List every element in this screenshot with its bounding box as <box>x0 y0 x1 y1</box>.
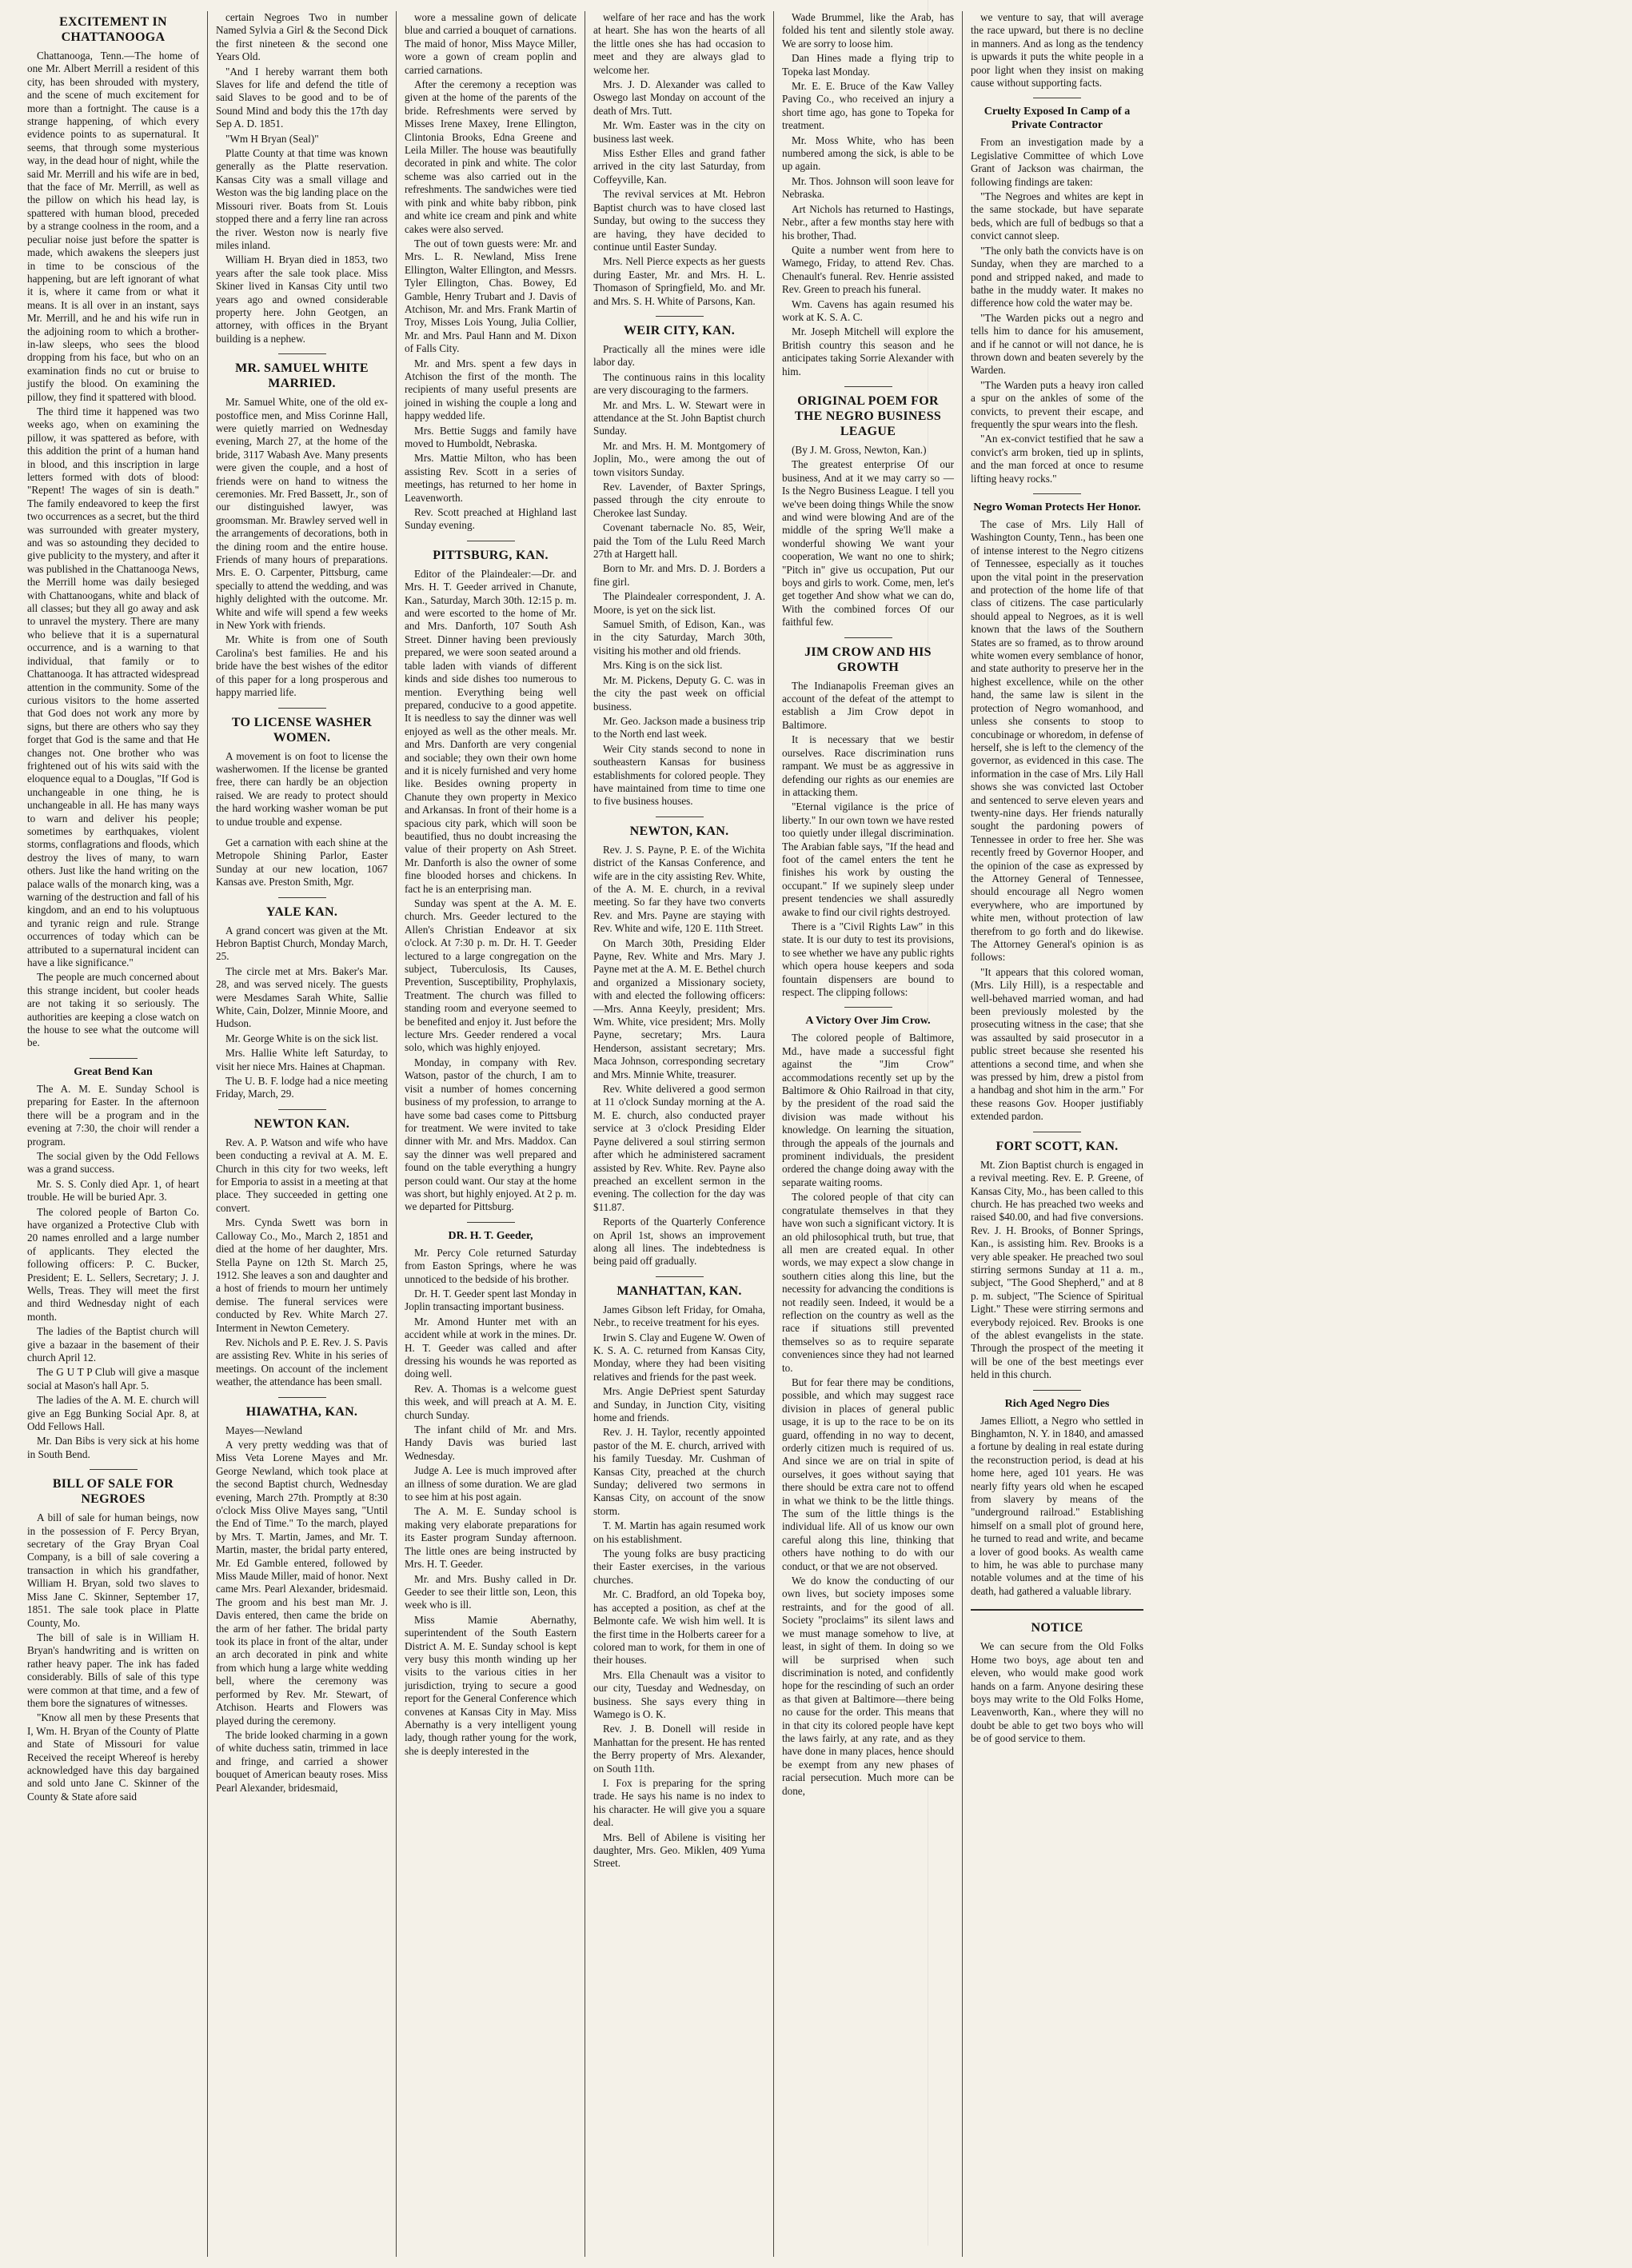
article-paragraph: Editor of the Plaindealer:—Dr. and Mrs. H. T. Geeder arrived in Chanute, Kan., Saturday, March 30th. 12:15 p. m. and were escorted to the home of Mr. and Mrs. Danforth, 107 South Ash Street. Dinner having been previously prepared, we were soon seated around a table laden with viands of different kinds and side dishes too numerous to mention. Everything being well prepared, conducive to a good appetite. It is needless to say the dinner was well enjoyed as well as the other meals. Mr. and Mrs. Danforth are very congenial and sociable; they own their own home and it is nicely furnished and very home like. Besides owning property in Chanute they own property in Mexico and Arkansas. In front of their home is a spacious city park, which will soon be beautified, thus no doubt increasing the value of their property on Ash Street. Mr. Danforth is also the owner of some fine blooded horses and chickens. In fact he is an enterprising man. <box>405 567 577 895</box>
article-paragraph: Rev. White delivered a good sermon at 11 o'clock Sunday morning at the A. M. E. church, also conducted prayer service at 3 o'clock Presiding Elder Payne delivered a soul stirring sermon after which he administered sacrament assisted by Rev. White. Rev. Payne also preached an excellent sermon in the evening. The collection for the day was $11.87. <box>593 1083 765 1213</box>
article-paragraph: We do know the conducting of our own lives, but society imposes some restraints, and for the good of all. Society "proclaims" its silent laws and we must manage somehow to live, at least, in sight of them. In doing so we will be surprised when such discrimination is noted, and confidently hope for the rescinding of such an order as that given at Baltimore—there being no cause for the order. This means that in that city its colored people have kept the laws fairly, at any rate, and as they have done in many places, hence should be exempt from any new phases of racial persecution. Much more can be done, <box>782 1575 954 1797</box>
article-paragraph: Wm. Cavens has again resumed his work at K. S. A. C. <box>782 297 954 323</box>
article-paragraph: Rev. J. B. Donell will reside in Manhattan for the present. He has rented the Berry property of Mrs. Alexander, on South 11th. <box>593 1723 765 1775</box>
article-paragraph: Weir City stands second to none in southeastern Kansas for business establishments for colored people. They have maintained from time to time one to five business houses. <box>593 742 765 808</box>
article-paragraph: Mr. Joseph Mitchell will explore the British country this season and he anticipates taking Sorrie Alexander with him. <box>782 325 954 377</box>
article-paragraph: Rev. Lavender, of Baxter Springs, passed through the city enroute to Cherokee last Sunday. <box>593 481 765 519</box>
article-paragraph: James Gibson left Friday, for Omaha, Nebr., to receive treatment for his eyes. <box>593 1303 765 1329</box>
article-divider <box>1033 1390 1081 1391</box>
article-headline: PITTSBURG, KAN. <box>433 548 549 562</box>
article-paragraph: The G U T P Club will give a masque social at Mason's hall Apr. 5. <box>27 1366 199 1392</box>
article-paragraph: A movement is on foot to license the washerwomen. If the license be granted free, there can hardly be an objection raised. We are ready to protect should the hard working washer woman be put to undue trouble and expense. <box>216 749 388 828</box>
article <box>216 11 388 345</box>
article-divider <box>844 1007 892 1008</box>
article-paragraph: The social given by the Odd Fellows was a grand success. <box>27 1149 199 1176</box>
article-paragraph: The case of Mrs. Lily Hall of Washington County, Tenn., has been one of intense interest to the Negro citizens of Tennessee, especially as it touches upon the vital point in the preservation and protection of the home life of that class of citizens. The case particularly should appeal to Negroes, as it is well known that the laws of the Southern States are so framed, as to throw around white women every semblance of honor, and state authority to preserve her in the highest excellence, while on the other hand, the same law is silent in the protection of Negro womanhood, and unless she consents to stoop to concubinage or whoredom, in defense of herself, she is left to the clemency of the governor, as evidenced in this case. The information in the case of Mrs. Lily Hall shows she was convicted last October and sentenced to serve eleven years and twenty-nine days. Her friends naturally sought the pardoning powers of Tennessee in order to free her. She was recently freed by Governor Hooper, and the opinion of the case as expressed by the Attorney General of Tennessee, should encourage all Negro women everywhere, who are importuned by white men, without protection of law therefrom to go forth and do likewise. The Attorney General's opinion is as follows: <box>971 518 1143 964</box>
article-paragraph: Mr. and Mrs. L. W. Stewart were in attendance at the St. John Baptist church Sunday. <box>593 398 765 437</box>
article-paragraph: Dr. H. T. Geeder spent last Monday in Joplin transacting important business. <box>405 1287 577 1313</box>
article-paragraph: Get a carnation with each shine at the Metropole Shining Parlor, Easter Sunday at our new location, 1067 Kansas ave. Preston Smith, Mgr. <box>216 836 388 888</box>
article <box>593 824 765 1268</box>
article-paragraph: Mrs. King is on the sick list. <box>603 659 723 672</box>
article-paragraph: Mr. Dan Bibs is very sick at his home in South Bend. <box>27 1435 199 1460</box>
article <box>216 1116 388 1389</box>
article-paragraph: Irwin S. Clay and Eugene W. Owen of K. S. A. C. returned from Kansas City, Monday, where they had been visiting relatives and friends for the past week. <box>593 1331 765 1383</box>
article <box>27 1065 199 1461</box>
article-paragraph: "Know all men by these Presents that I, Wm. H. Bryan of the County of Platte and State of Missouri for value Received the receipt Whereof is hereby acknowledged have this day bargained and sold unto Jane C. Skinner of the County & State afore said <box>27 1711 199 1803</box>
article-headline: Cruelty Exposed In Camp of a Private Contractor <box>984 106 1131 132</box>
article-paragraph: "The Warden puts a heavy iron called a spur on the ankles of some of the convicts, to prevent their escape, and frequently the spur wears into the flesh. <box>971 378 1143 430</box>
article-divider <box>90 1469 138 1470</box>
article-paragraph: The A. M. E. Sunday School is preparing for Easter. In the afternoon there will be a program and in the evening at 7:30, the choir will render a program. <box>27 1082 199 1148</box>
article-divider <box>656 316 704 317</box>
article <box>405 1229 577 1758</box>
article-paragraph: Reports of the Quarterly Conference on April 1st, shows an improvement along all lines. The indebtedness is being paid off gradually. <box>593 1216 765 1268</box>
article <box>216 1404 388 1795</box>
article-paragraph: The Indianapolis Freeman gives an account of the defeat of the attempt to establish a Jim Crow depot in Baltimore. <box>782 679 954 731</box>
article-paragraph: The circle met at Mrs. Baker's Mar. 28, and was served nicely. The guests were Mesdames Sarah White, Sallie White, Cain, Dolzer, Minnie Moore, and Hudson. <box>216 964 388 1030</box>
article-paragraph: It is necessary that we bestir ourselves. Race discrimination runs rampant. We must be as aggressive in defending our rights as our enemies are in attacking them. <box>782 733 954 798</box>
article-headline: Rich Aged Negro Dies <box>1004 1397 1110 1410</box>
article-paragraph: The third time it happened was two weeks ago, when on examining the pillow, it was spattered as before, with this addition the print of a human hand in blood, and this inscription in large letters formed with dots of blood: "Repent! The wages of sin is death." The family endeavored to keep the first two occurrences as a secret, but the third was surrounded with greater mystery, and was so astounding they decided to give publicity to the mystery, and after it was published in the Chattanooga News, the Merrill home was daily besieged with Chattanoogans, white and black of all classes; but they all go away and ask to unravel the mystery. There are many who believe that it is a supernatural occurrence, and is a warning to that individual, that family or to Chattanooga. It has attracted widespread attention in the community. Some of the curious visitors to the home asserted that God does not work any more by signs, but there are others who say they forget that God is the same and that He changes not. One brother who was frightened out of his wits said with the eloquence equal to a Douglas, "If God is unchangeable in one thing, he is unchangeable in all. He has many ways to warn and deliver his people; sometimes by earthquakes, violent storms, conflagrations and floods, which destroy the lives of many, to warn others. Just like the hand writing on the palace walls of the monarch king, was a warning of the destruction and fall of his kingdom, and an end to his voluptuous and tyranic reign and rule. Strange occurrences of today which can be attributed to a supernatural incident can have a like significance." <box>27 405 199 969</box>
article <box>971 1397 1143 1599</box>
article-divider <box>278 1397 326 1398</box>
article-headline: Negro Woman Protects Her Honor. <box>973 501 1141 513</box>
article-paragraph: William H. Bryan died in 1853, two years after the sale took place. Miss Skiner lived in Kansas City until two years ago and owned considerable property here. John Geotgen, an attorney, with offices in the Bryant building is a nephew. <box>216 254 388 345</box>
article-paragraph: Covenant tabernacle No. 85, Weir, paid the Tom of the Lulu Reed March 27th at Hargett hall. <box>593 521 765 561</box>
article-divider <box>1033 493 1081 494</box>
article <box>971 105 1143 485</box>
article-paragraph: Mr. Geo. Jackson made a business trip to the North end last week. <box>593 714 765 741</box>
article-paragraph: (By J. M. Gross, Newton, Kan.) <box>792 443 927 456</box>
article-paragraph: James Elliott, a Negro who settled in Binghamton, N. Y. in 1840, and amassed a fortune by dealing in real estate during the reconstruction period, is dead at his home here, aged 101 years. He was nearly fifty years old when he escaped from slavery by means of the "underground railroad." Establishing himself on a small plot of ground here, he turned to read and write, and became a lover of good books. As wealth came to him, he was able to purchase many notable volumes and at the time of his death, had gathered a valuable library. <box>971 1414 1143 1597</box>
article-paragraph: The young folks are busy practicing their Easter exercises, in the various churches. <box>593 1547 765 1586</box>
article-paragraph: "And I hereby warrant them both Slaves for life and defend the title of said Slaves to be good and to be of Sound Mind and body this the 17th day Sep A. D. 1851. <box>216 65 388 130</box>
article-paragraph: A grand concert was given at the Mt. Hebron Baptist Church, Monday March, 25. <box>216 924 388 963</box>
article-paragraph: Mrs. Angie DePriest spent Saturday and Sunday, in Junction City, visiting home and friends. <box>593 1385 765 1423</box>
article-headline: MANHATTAN, KAN. <box>616 1284 742 1298</box>
article-paragraph: "The only bath the convicts have is on Sunday, when they are marched to a pond and stripped naked, and made to bathe in the muddy water. It makes no difference how cold the water may be. <box>971 244 1143 309</box>
article-paragraph: Mrs. J. D. Alexander was called to Oswego last Monday on account of the death of Mrs. Tutt. <box>593 78 765 117</box>
article <box>27 14 199 1050</box>
article-paragraph: The A. M. E. Sunday school is making very elaborate preparations for its Easter program Sunday afternoon. The little ones are being instructed by Mrs. H. T. Geeder. <box>405 1505 577 1571</box>
article-headline: JIM CROW AND HIS GROWTH <box>804 645 932 674</box>
article-paragraph: Rev. Scott preached at Highland last Sunday evening. <box>405 506 577 532</box>
article-paragraph: The ladies of the Baptist church will give a bazaar in the basement of their church April 12. <box>27 1325 199 1364</box>
article-divider <box>278 708 326 709</box>
article-paragraph: Mr. White is from one of South Carolina's best families. He and his bride have the best wishes of the editor of this paper for a long prosperous and happy married life. <box>216 633 388 699</box>
article-headline: Great Bend Kan <box>74 1065 153 1078</box>
article-paragraph: The colored people of Baltimore, Md., have made a successful fight against the "Jim Crow" accommodations recently set up by the Baltimore & Ohio Railroad in that city, by the president of the road said the division was made without his knowledge. On learning the situation, through the appeals of the journals and prominent individuals, the president ordered the change doing away with the separate waiting rooms. <box>782 1032 954 1188</box>
article <box>216 715 388 829</box>
article-divider <box>467 1222 515 1223</box>
column-6 <box>963 11 1151 2257</box>
article-paragraph: Chattanooga, Tenn.—The home of one Mr. Albert Merrill a resident of this city, has been shrouded with mystery, and the scene of much excitement for more than a fortnight. The cause is a strange happening, of which every evidence points to as supernatural. It seems, that through some mysterious way, in the dead hour of night, while the said Mr. Merrill and his wife are in bed, that the face of Mr. Merrill, as well as the pillow on which his head lay, is spattered with human blood, preceded by a strange coolness in the room, and a peculiar noise just before the spatter is made, which awakens the sleepers just in time to be conscious of the happening, but are left ignorant of what it is, where it came from or what it means. It is all over in an instant, says Mr. Merrill, and he and his wife run in the adjoining room to which a brother-in-law sleeps, who sees the blood dropping from his face, but who on an examination finds no cut or bruise to justify the blood. On examining the pillow, they find it spattered with blood. <box>27 50 199 403</box>
article-paragraph: The colored people of that city can congratulate themselves in that they have won such a significant victory. It is an old philosophical truth, but true, that all men are created equal. In other words, we may expect a slow change in southern cities along this line, but the necessity for advancing the conditions is not readily seen. Indeed, it would be a reflection on the country as well as the race if situations still prevented themselves so as to require separate conveniences since they had not learned to. <box>782 1191 954 1374</box>
newspaper-page <box>19 11 1613 2257</box>
article-paragraph: Mr. Samuel White, one of the old ex-postoffice men, and Miss Corinne Hall, were quietly married on Wednesday evening, March 27, at the home of the bride, 3117 Wabash Ave. Many presents were given the couple, and a host of friends were on hand to witness the ceremonies. Mr. Fred Bassett, Jr., son of our distinguished lawyer, was groomsman. Mr. Brawley served well in the arrangements of decorations, both in the dining room and the entire house. Friends of many hours of preparations. Mrs. E. O. Carpenter, Pittsburg, came specially to attend the wedding, and was highly delighted with the outcome. Mr. White and wife will spend a few weeks in New York with friends. <box>216 396 388 632</box>
article-divider <box>278 1109 326 1110</box>
article-headline: DR. H. T. Geeder, <box>448 1229 533 1242</box>
article-paragraph: Mr. George White is on the sick list. <box>225 1032 379 1044</box>
article-paragraph: Mayes—Newland <box>225 1423 302 1436</box>
article-paragraph: T. M. Martin has again resumed work on his establishment. <box>593 1519 765 1545</box>
article-paragraph: A bill of sale for human beings, now in the possession of F. Percy Bryan, secretary of the Gray Bryan Coal Company, is a bill of sale covering a transaction in which his grandfather, William H. Bryan, sold two slaves to Miss Jane C. Skinner, September 17, 1851. The sale took place in Platte County, Mo. <box>27 1511 199 1629</box>
article <box>971 501 1143 1124</box>
article-paragraph: Born to Mr. and Mrs. D. J. Borders a fine girl. <box>593 562 765 588</box>
article-paragraph: Mr. E. E. Bruce of the Kaw Valley Paving Co., who received an injury a short time ago, has gone to Topeka for treatment. <box>782 80 954 132</box>
article-divider <box>656 1276 704 1277</box>
article-paragraph: Mr. and Mrs. spent a few days in Atchison the first of the month. The recipients of many useful presents are joined in wishing the couple a long and happy wedded life. <box>405 357 577 422</box>
article-paragraph: There is a "Civil Rights Law" in this state. It is our duty to test its provisions, to see whether we have any public rights which opera house keepers and soda fountain dispensers are bound to respect. The clipping follows: <box>782 920 954 998</box>
article-paragraph: The U. B. F. lodge had a nice meeting Friday, March, 29. <box>216 1075 388 1100</box>
article-paragraph: "The Negroes and whites are kept in the same stockade, but have separate beds, which are full of bedbugs so that a convict cannot sleep. <box>971 190 1143 242</box>
article-divider <box>278 353 326 354</box>
article-divider <box>90 1058 138 1059</box>
article-paragraph: On March 30th, Presiding Elder Payne, Rev. White and Mrs. Mary J. Payne met at the A. M. E. Bethel church and organized a Missionary society, with and elected the following officers:—Mrs. Anna Keeyly, president; Mrs. Wm. White, vice president; Mrs. Molly Payne, secretary; Mrs. Laura Henderson, assistant secretary; Mrs. Maca Johnson, corresponding secretary and Mrs. Minnie White, treasurer. <box>593 936 765 1080</box>
article-paragraph: After the ceremony a reception was given at the home of the parents of the bride. Refreshments were served by Misses Irene Maxey, Irene Ellington, Clintonia Brooks, Edna Greene and Leila Miller. The house was beautifully decorated in pink and white. The color scheme was also carried out in the refreshments. The sandwiches were tied with pink and white baby ribbon, pink and white ice cream and pink and white cakes were also served. <box>405 78 577 235</box>
article-paragraph: But for fear there may be conditions, possible, and which may suggest race division in places of general public usage, it is up to the race to be on its guard, offending in no way to decent, orderly citizen much is required of us. And since we are on trial in spite of ourselves, it goes without saying that there should be extra care not to offend in what we think to be the little things. The sum of the little things is the individual life. All of us know our own careful along this line, thinking that others have nothing to do with our conduct, or that we are not observed. <box>782 1376 954 1572</box>
article-paragraph: The people are much concerned about this strange incident, but cooler heads are not taking it so seriously. The authorities are keeping a close watch on the house to see what the outcome will be. <box>27 971 199 1049</box>
article-paragraph: Samuel Smith, of Edison, Kan., was in the city Saturday, March 30th, visiting his mother and old friends. <box>593 618 765 657</box>
article-headline: ORIGINAL POEM FOR THE NEGRO BUSINESS LEAGUE <box>794 393 942 438</box>
article-paragraph: Rev. J. H. Taylor, recently appointed pastor of the M. E. church, arrived with his family Tuesday. Mr. Cushman of Kansas City, preached at the church Sunday; delivered two sermons in Kansas City, on account of the snow storm. <box>593 1426 765 1517</box>
article-paragraph: The colored people of Barton Co. have organized a Protective Club with 20 names enrolled and a large number of applicants. They elected the following officers: P. C. Bucker, President; E. L. Sellers, Secretary; J. J. Wells, Treas. They will meet the first and third Wednesday night of each month. <box>27 1205 199 1323</box>
article-paragraph: Monday, in company with Rev. Watson, pastor of the church, I am to visit a number of homes concerning business of my profession, to arrange to have some bad cases come to Pittsburg for treatment. We were invited to take dinner with Mr. and Mrs. Maddox. Can say the dinner was well prepared and found on the table everything a hungry person could want. Our stay at the home was short, but highly enjoyed. At 2 p. m. we departed for Pittsburg. <box>405 1056 577 1213</box>
article-paragraph: Mr. Moss White, who has been numbered among the sick, is able to be up again. <box>782 134 954 173</box>
article-paragraph: "Eternal vigilance is the price of liberty." In our own town we have rested too quietly under illegal discrimination. The Arabian fable says, "If the head and foot of the camel enters the tent he finishes his work by ousting the occupant." If we supinely sleep under present tendencies we shall assuredly awake to find our civil rights destroyed. <box>782 801 954 918</box>
article <box>971 11 1143 90</box>
article-paragraph: We can secure from the Old Folks Home two boys, age about ten and eleven, who would make good work hands on a farm. Anyone desiring these boys may write to the Old Folks Home, Leavenworth, Kan., where they will no doubt be able to get two boys who will be of good service to them. <box>971 1640 1143 1745</box>
article-paragraph: Mrs. Bettie Suggs and family have moved to Humboldt, Nebraska. <box>405 424 577 449</box>
article-paragraph: Rev. Nichols and P. E. Rev. J. S. Pavis are assisting Rev. White in his series of meetings. On account of the inclement weather, the attendance has been small. <box>216 1336 388 1388</box>
article <box>971 1139 1143 1382</box>
article <box>593 11 765 308</box>
article-paragraph: "An ex-convict testified that he saw a convict's arm broken, tied up in splints, and the man forced at once to resume lifting heavy rocks." <box>971 433 1143 485</box>
article-headline: MR. SAMUEL WHITE MARRIED. <box>235 361 369 391</box>
article-paragraph: The ladies of the A. M. E. church will give an Egg Bunking Social Apr. 8, at Odd Fellows Hall. <box>27 1394 199 1433</box>
article-paragraph: "Wm H Bryan (Seal)" <box>225 132 319 145</box>
article-paragraph: Mr. M. Pickens, Deputy G. C. was in the city the past week on official business. <box>593 673 765 713</box>
article <box>405 548 577 1214</box>
article <box>405 11 577 533</box>
column-3 <box>397 11 585 2257</box>
article-paragraph: Mr. Amond Hunter met with an accident while at work in the mines. Dr. H. T. Geeder was called and after dressing his wounds he was reported as doing well. <box>405 1315 577 1380</box>
article-divider <box>278 897 326 898</box>
column-1 <box>19 11 208 2257</box>
article-paragraph: Mt. Zion Baptist church is engaged in a revival meeting. Rev. E. P. Greene, of Kansas City, Mo., has been called to this church. He has preached two weeks and raised $40.00, and had five conversions. Rev. J. H. Brooks, of Bonner Springs, Kan., is assisting him. Rev. Brooks is a very able speaker. He preached two soul stirring sermons Sunday at 11 a. m., subject, "The Good Shepherd," and at 8 p. m. subject, "The Science of Spiritual Light." These were stirring sermons and everybody rejoiced. Rev. Brooks is one of the ablest evangelists in the state. Through the prospect of the meeting it will be one of the best meetings ever held in this church. <box>971 1158 1143 1381</box>
article-paragraph: The bill of sale is in William H. Bryan's handwriting and is written on rather heavy paper. The ink has faded considerably. Bills of sale of this type were common at that time, and a few of them bore the signatures of witnesses. <box>27 1631 199 1709</box>
article-paragraph: Rev. A. Thomas is a welcome guest this week, and will preach at A. M. E. church Sunday. <box>405 1382 577 1421</box>
article-paragraph: The greatest enterprise Of our business, And at it we may carry so — Is the Negro Business League. I tell you we've been doing things While the snow and wind were blowing And are of the middle of the spring We'll make a wonderful showing We want your cooperation, We want no one to shirk; "Pitch in" give us occupation, Put our boys and girls to work. Come, men, let's get together And show what we can do, With the combined forces Of our faithful few. <box>782 458 954 629</box>
article-paragraph: welfare of her race and has the work at heart. She has won the hearts of all the little ones she has had occasion to meet and they are always glad to welcome her. <box>593 11 765 76</box>
article-paragraph: Mr. S. S. Conly died Apr. 1, of heart trouble. He will be buried Apr. 3. <box>27 1177 199 1204</box>
article-paragraph: wore a messaline gown of delicate blue and carried a bouquet of carnations. The maid of honor, Miss Mayce Miller, wore a gown of cream poplin and carried carnations. <box>405 11 577 76</box>
article-headline: YALE KAN. <box>265 904 338 919</box>
article-paragraph: The bride looked charming in a gown of white duchess satin, trimmed in lace and fringe, and carried a shower bouquet of American beauty roses. Miss Pearl Alexander, bridesmaid, <box>216 1728 388 1794</box>
column-2 <box>208 11 397 2257</box>
article-paragraph: Practically all the mines were idle labor day. <box>593 342 765 369</box>
article-paragraph: The continuous rains in this locality are very discouraging to the farmers. <box>593 370 765 397</box>
article-divider <box>844 637 892 638</box>
article-paragraph: Rev. J. S. Payne, P. E. of the Wichita district of the Kansas Conference, and wife are in the city assisting Rev. White, of the A. M. E. church, in a revival meeting. So far they have two converts Rev. and Mrs. Payne are staying with Rev. White and wife, 120 E. 11th Street. <box>593 843 765 935</box>
article-paragraph: Mr. C. Bradford, an old Topeka boy, has accepted a position, as chef at the Belmonte cafe. We wish him well. It is the first time in the Holberts career for a colored man to work, for them in one of their houses. <box>593 1588 765 1667</box>
article-paragraph: we venture to say, that will average the race upward, but there is no decline in manners. And as long as the tendency is upwards it puts the white people in a poor light when they insist on making cause without supporting facts. <box>971 11 1143 90</box>
column-4 <box>585 11 774 2257</box>
article-paragraph: Miss Mamie Abernathy, superintendent of the South Eastern District A. M. E. Sunday school is kept very busy this month winding up her visits to the various cities in her jurisdiction, trying to secure a good report for the General Conference which convenes at Kansas City in May. Miss Abernathy is a very intelligent young lady, though rather young for the work, she is deeply interested in the <box>405 1613 577 1757</box>
article-paragraph: Miss Esther Elles and grand father arrived in the city last Saturday, from Coffeyville, Kan. <box>593 147 765 186</box>
article-paragraph: Wade Brummel, like the Arab, has folded his tent and silently stole away. We are sorry to loose him. <box>782 11 954 50</box>
article <box>216 904 388 1101</box>
article-headline: NOTICE <box>1031 1621 1083 1635</box>
article-paragraph: Mr. and Mrs. H. M. Montgomery of Joplin, Mo., were among the out of town visitors Sunday. <box>593 439 765 478</box>
article-paragraph: Mr. Wm. Easter was in the city on business last week. <box>593 119 765 145</box>
article-paragraph: Mrs. Nell Pierce expects as her guests during Easter, Mr. and Mrs. H. L. Thomason of Springfield, Mo. and Mr. and Mrs. S. H. White of Parsons, Kan. <box>593 255 765 307</box>
article-headline: WEIR CITY, KAN. <box>623 323 736 337</box>
article-headline: A Victory Over Jim Crow. <box>805 1015 931 1028</box>
article <box>593 1284 765 1871</box>
article-headline: HIAWATHA, KAN. <box>245 1404 358 1419</box>
article-paragraph: Quite a number went from here to Wamego, Friday, to attend Rev. Chas. Chenault's funeral. Rev. Henrie assisted Rev. Green to preach his funeral. <box>782 243 954 296</box>
article-paragraph: Mrs. Bell of Abilene is visiting her daughter, Mrs. Geo. Miklen, 409 Yuma Street. <box>593 1831 765 1870</box>
column-5 <box>774 11 963 2257</box>
article-paragraph: Mr. Thos. Johnson will soon leave for Nebraska. <box>782 174 954 201</box>
article-headline: NEWTON KAN. <box>253 1116 350 1131</box>
article-paragraph: "The Warden picks out a negro and tells him to dance for his amusement, and if he cannot or will not dance, he is thrown down and beaten severely by the Warden. <box>971 311 1143 377</box>
article-paragraph: The Plaindealer correspondent, J. A. Moore, is yet on the sick list. <box>593 590 765 616</box>
article-divider <box>844 386 892 387</box>
article-paragraph: From an investigation made by a Legislative Committee of which Love Grant of Jackson was chairman, the following findings are taken: <box>971 136 1143 188</box>
article-paragraph: Mrs. Ella Chenault was a visitor to our city, Tuesday and Wednesday, on business. She says every thing in Wamego is O. K. <box>593 1668 765 1720</box>
notice-article <box>971 1609 1143 1745</box>
article-headline: NEWTON, KAN. <box>629 824 729 838</box>
article-headline: TO LICENSE WASHER WOMEN. <box>231 715 373 745</box>
article-paragraph: The infant child of Mr. and Mrs. Handy Davis was buried last Wednesday. <box>405 1423 577 1462</box>
article-headline: FORT SCOTT, KAN. <box>996 1139 1119 1153</box>
article-paragraph: Mrs. Hallie White left Saturday, to visit her niece Mrs. Haines at Chapman. <box>216 1047 388 1072</box>
article-headline: BILL OF SALE FOR NEGROES <box>52 1477 174 1507</box>
article-paragraph: Mr. and Mrs. Bushy called in Dr. Geeder to see their little son, Leon, this week who is ill. <box>405 1572 577 1611</box>
article-paragraph: The revival services at Mt. Hebron Baptist church was to have closed last Sunday, but owing to the success they are having, they have decided to continue until Easter Sunday. <box>593 188 765 253</box>
article-paragraph: Mrs. Cynda Swett was born in Calloway Co., Mo., March 2, 1851 and died at the home of her daughter, Mrs. Stella Payne on 12th St. March 25, 1912. She leaves a son and daughter and a host of friends to mourn her untimely demise. The funeral services were conducted by Rev. White March 27. Interment in Newton Cemetery. <box>216 1216 388 1334</box>
article-paragraph: Art Nichols has returned to Hastings, Nebr., after a few months stay here with his brother, Thad. <box>782 202 954 242</box>
article-paragraph: A very pretty wedding was that of Miss Veta Lorene Mayes and Mr. George Newland, which took place at the second Baptist church, Wednesday evening, March 27th. Promptly at 8:30 o'clock Miss Olive Mayes sang, "Until the End of Time." To the march, played by Mrs. T. Martin, James, and Mr. T. Martin, master, the bridal party entered, Mr. Ed Gamble entered, followed by Miss Maude Miller, maid of honor. Next came Mrs. Pearl Alexander, bridesmaid. The groom and his best man Mr. J. Davis entered, then came the bride on the arm of her father. The bridal party took its place in front of the altar, under an arch decorated in pink and white from which hung a large white wedding bell, where the ceremony was performed by Rev. Mr. Stewart, of Atchison. Hearts and Flowers was played during the ceremony. <box>216 1438 388 1727</box>
article-paragraph: Mrs. Mattie Milton, who has been assisting Rev. Scott in a series of meetings, has returned to her home in Leavenworth. <box>405 452 577 504</box>
article <box>27 1476 199 1803</box>
article-paragraph: The out of town guests were: Mr. and Mrs. L. R. Newland, Miss Irene Ellington, Walter Ellington, and Messrs. Tyler Ellington, Chas. Bowey, Ed Gamble, Henry Trubart and J. Davis of Atchison, Mr. and Mrs. Frank Martin of Troy, Misses Lois Young, Julia Collier, Mr. and Mrs. Paul Hann and M. Dixon of Falls City. <box>405 237 577 355</box>
article-paragraph: Dan Hines made a flying trip to Topeka last Monday. <box>782 52 954 78</box>
article-paragraph: Platte County at that time was known generally as the Platte reservation. Kansas City was a small village and Weston was the big landing place on the Missouri river. Boats from St. Louis stopped there and a ferry line ran across the river. Weston now is nearly five miles inland. <box>216 147 388 251</box>
article-paragraph: I. Fox is preparing for the spring trade. He says his name is no index to his character. He will give you a square deal. <box>593 1776 765 1829</box>
article <box>216 837 388 889</box>
article <box>593 323 765 809</box>
article <box>216 361 388 699</box>
article-paragraph: Rev. A. P. Watson and wife who have been conducting a revival at A. M. E. Church in this city for two weeks, left for Emporia to assist in a meeting at that place. They succeeded in getting one convert. <box>216 1136 388 1214</box>
article-paragraph: Judge A. Lee is much improved after an illness of some duration. We are glad to see him at his post again. <box>405 1464 577 1503</box>
article-paragraph: certain Negroes Two in number Named Sylvia a Girl & the Second Dick the first nineteen & the second one Years Old. <box>216 11 388 63</box>
article-paragraph: "It appears that this colored woman, (Mrs. Lily Hill), is a respectable and well-behaved married woman, and had been previously molested by the prosecuting witness in the case; that she was assaulted by said prosecutor in a public street because she resented his attentions a second time, and when she was pressed by him, drew a pistol from a handbag and shot him in the arm." For these reasons Gov. Hooper justifiably extended pardon. <box>971 965 1143 1123</box>
article-paragraph: Mr. Percy Cole returned Saturday from Easton Springs, where he was unnoticed to the bedside of his brother. <box>405 1246 577 1285</box>
article-headline: EXCITEMENT IN CHATTANOOGA <box>59 15 167 44</box>
article-paragraph: Sunday was spent at the A. M. E. church. Mrs. Geeder lectured to the Allen's Christian Endeavor at six o'clock. At 7:30 p. m. Dr. H. T. Geeder lectured to a large congregation on the subject, Tuberculosis, Its Causes, Prevention, Susceptibility, Prophylaxis, Treatment. The church was filled to standing room and everyone seemed to be benefited and enjoy it. Just before the lecture Mrs. Geeder rendered a vocal solo, which was highly enjoyed. <box>405 897 577 1054</box>
